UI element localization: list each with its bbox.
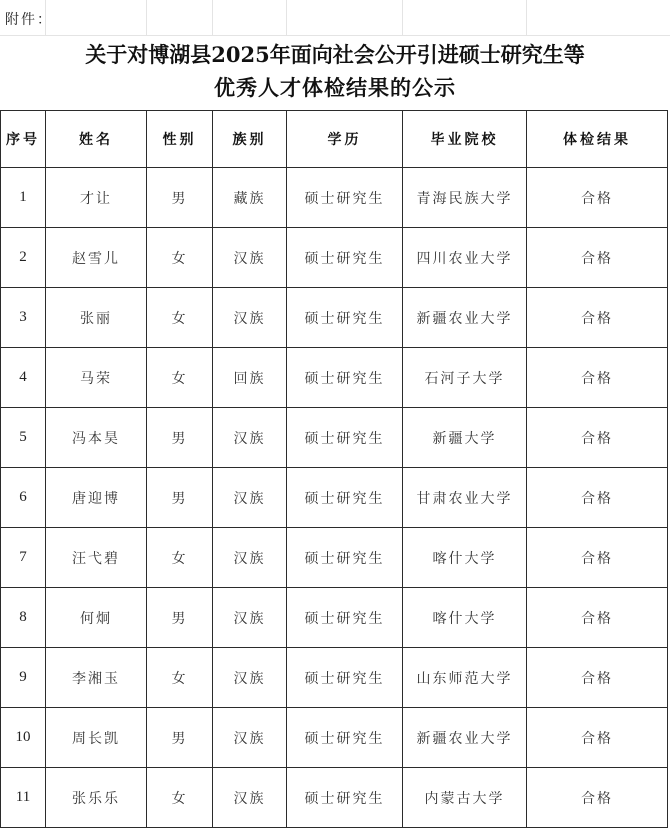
cell-ethnicity: 回族 xyxy=(213,348,287,408)
cell-index: 6 xyxy=(1,468,46,528)
column-header-result: 体检结果 xyxy=(527,111,668,168)
cell-gender: 男 xyxy=(147,168,213,228)
cell-university: 甘肃农业大学 xyxy=(403,468,527,528)
cell-result: 合格 xyxy=(527,228,668,288)
table-row xyxy=(1,528,668,588)
cell-university: 石河子大学 xyxy=(403,348,527,408)
results-table xyxy=(0,110,668,828)
title-line-2: 优秀人才体检结果的公示 xyxy=(214,75,456,100)
cell-gender: 女 xyxy=(147,348,213,408)
cell-result: 合格 xyxy=(527,288,668,348)
cell-university: 新疆农业大学 xyxy=(403,288,527,348)
cell-education: 硕士研究生 xyxy=(287,288,403,348)
table-body xyxy=(1,168,668,828)
cell-result: 合格 xyxy=(527,648,668,708)
table-row xyxy=(1,708,668,768)
column-header-index: 序号 xyxy=(1,111,46,168)
cell-university: 新疆大学 xyxy=(403,408,527,468)
cell-university: 喀什大学 xyxy=(403,528,527,588)
cell-education: 硕士研究生 xyxy=(287,468,403,528)
cell-name: 张乐乐 xyxy=(46,768,147,828)
cell-name: 马荣 xyxy=(46,348,147,408)
cell-gender: 男 xyxy=(147,408,213,468)
document-title xyxy=(0,38,670,110)
cell-result: 合格 xyxy=(527,408,668,468)
cell-ethnicity: 汉族 xyxy=(213,708,287,768)
cell-education: 硕士研究生 xyxy=(287,348,403,408)
cell-name: 周长凯 xyxy=(46,708,147,768)
title-line-1: 关于对博湖县2025年面向社会公开引进硕士研究生等 xyxy=(85,42,585,67)
cell-education: 硕士研究生 xyxy=(287,528,403,588)
table-row xyxy=(1,468,668,528)
cell-education: 硕士研究生 xyxy=(287,168,403,228)
table-row xyxy=(1,648,668,708)
column-header-name: 姓名 xyxy=(46,111,147,168)
grid-line xyxy=(526,0,527,36)
header-row xyxy=(1,111,668,168)
cell-name: 唐迎博 xyxy=(46,468,147,528)
table-row xyxy=(1,228,668,288)
cell-index: 1 xyxy=(1,168,46,228)
cell-index: 5 xyxy=(1,408,46,468)
table-row xyxy=(1,288,668,348)
cell-education: 硕士研究生 xyxy=(287,768,403,828)
cell-ethnicity: 汉族 xyxy=(213,528,287,588)
cell-result: 合格 xyxy=(527,168,668,228)
cell-university: 青海民族大学 xyxy=(403,168,527,228)
cell-index: 7 xyxy=(1,528,46,588)
table-row xyxy=(1,168,668,228)
cell-gender: 女 xyxy=(147,768,213,828)
grid-line xyxy=(402,0,403,36)
column-header-university: 毕业院校 xyxy=(403,111,527,168)
cell-ethnicity: 汉族 xyxy=(213,408,287,468)
cell-ethnicity: 藏族 xyxy=(213,168,287,228)
cell-result: 合格 xyxy=(527,528,668,588)
table-row xyxy=(1,408,668,468)
cell-education: 硕士研究生 xyxy=(287,588,403,648)
column-header-education: 学历 xyxy=(287,111,403,168)
cell-education: 硕士研究生 xyxy=(287,228,403,288)
grid-line xyxy=(212,0,213,36)
cell-name: 冯本昊 xyxy=(46,408,147,468)
cell-ethnicity: 汉族 xyxy=(213,588,287,648)
cell-ethnicity: 汉族 xyxy=(213,288,287,348)
cell-university: 喀什大学 xyxy=(403,588,527,648)
cell-index: 10 xyxy=(1,708,46,768)
cell-index: 4 xyxy=(1,348,46,408)
cell-ethnicity: 汉族 xyxy=(213,648,287,708)
cell-ethnicity: 汉族 xyxy=(213,468,287,528)
grid-line xyxy=(286,0,287,36)
cell-name: 赵雪儿 xyxy=(46,228,147,288)
cell-ethnicity: 汉族 xyxy=(213,228,287,288)
attachment-row xyxy=(0,0,670,36)
cell-result: 合格 xyxy=(527,708,668,768)
cell-result: 合格 xyxy=(527,348,668,408)
cell-index: 2 xyxy=(1,228,46,288)
cell-name: 何炯 xyxy=(46,588,147,648)
cell-education: 硕士研究生 xyxy=(287,408,403,468)
cell-index: 9 xyxy=(1,648,46,708)
cell-university: 内蒙古大学 xyxy=(403,768,527,828)
cell-gender: 女 xyxy=(147,288,213,348)
cell-result: 合格 xyxy=(527,468,668,528)
cell-education: 硕士研究生 xyxy=(287,708,403,768)
cell-education: 硕士研究生 xyxy=(287,648,403,708)
cell-result: 合格 xyxy=(527,588,668,648)
column-header-ethnicity: 族别 xyxy=(213,111,287,168)
cell-index: 8 xyxy=(1,588,46,648)
cell-ethnicity: 汉族 xyxy=(213,768,287,828)
cell-university: 山东师范大学 xyxy=(403,648,527,708)
cell-gender: 男 xyxy=(147,708,213,768)
grid-line xyxy=(146,0,147,36)
cell-name: 李湘玉 xyxy=(46,648,147,708)
cell-index: 3 xyxy=(1,288,46,348)
cell-index: 11 xyxy=(1,768,46,828)
grid-line xyxy=(0,35,670,36)
cell-name: 才让 xyxy=(46,168,147,228)
cell-name: 张丽 xyxy=(46,288,147,348)
cell-gender: 女 xyxy=(147,228,213,288)
cell-result: 合格 xyxy=(527,768,668,828)
column-header-gender: 性别 xyxy=(147,111,213,168)
table-row xyxy=(1,348,668,408)
cell-university: 新疆农业大学 xyxy=(403,708,527,768)
table-row xyxy=(1,588,668,648)
cell-gender: 男 xyxy=(147,588,213,648)
cell-gender: 男 xyxy=(147,468,213,528)
cell-name: 汪弋碧 xyxy=(46,528,147,588)
attachment-label: 附件： xyxy=(5,12,53,28)
cell-gender: 女 xyxy=(147,528,213,588)
cell-university: 四川农业大学 xyxy=(403,228,527,288)
table-row xyxy=(1,768,668,828)
cell-gender: 女 xyxy=(147,648,213,708)
